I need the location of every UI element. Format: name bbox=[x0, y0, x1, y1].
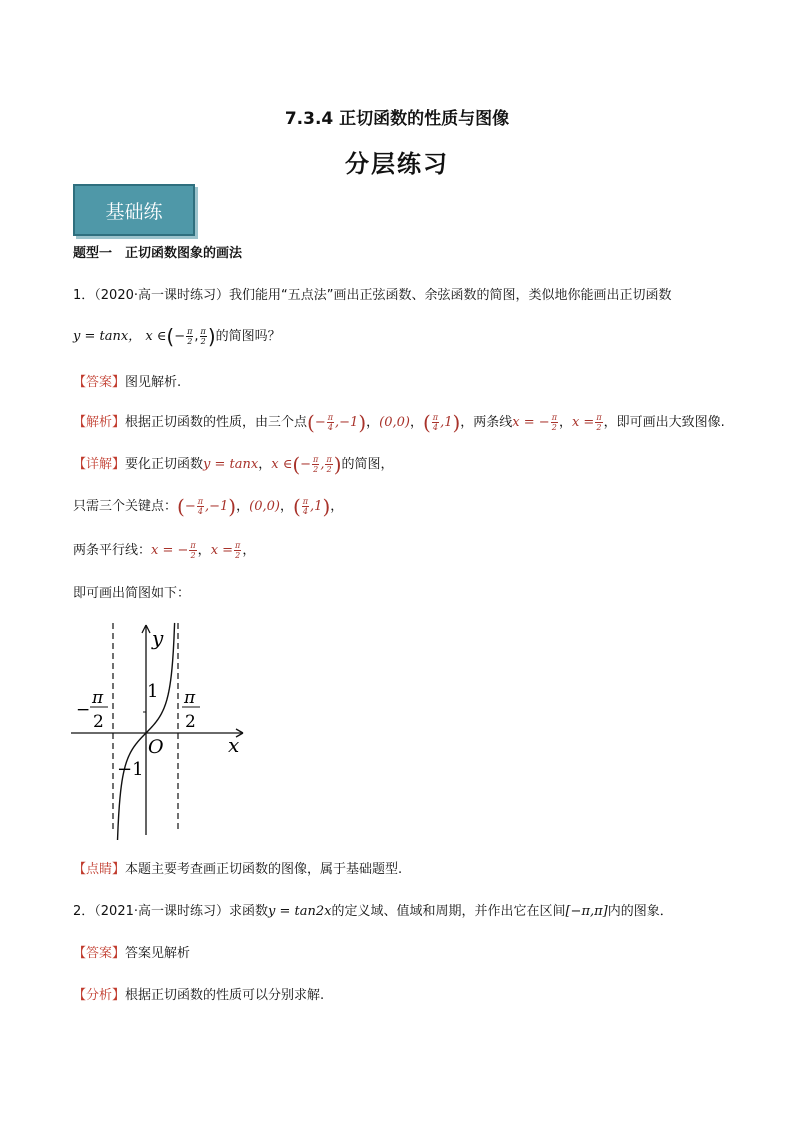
x-label: x bbox=[228, 733, 240, 757]
question-tail: 的简图吗？ bbox=[215, 329, 281, 344]
question-2-line: 2．（2021·高一课时练习）求函数y = tan2x的定义域、值域和周期，并作出它在区间[−π,π]内的图象． bbox=[73, 904, 673, 919]
section-badge: 基础练 bbox=[73, 184, 195, 236]
question-1-line-2: y = tanx， x ∈(− $\frac{\pi}{2}$ , $\frac{\pi}{2}$ )的简图吗？ bbox=[73, 324, 281, 349]
page-title: 7.3.4 正切函数的性质与图像 bbox=[284, 109, 510, 129]
pi-label-left: π bbox=[92, 688, 104, 708]
q2-analysis-line: 【分析】根据正切函数的性质可以分别求解. bbox=[73, 988, 325, 1003]
two-label-right: 2 bbox=[185, 712, 196, 732]
fraction: $\frac{\pi}{2}$ bbox=[200, 327, 206, 346]
comment-tag: 【点睛】 bbox=[73, 862, 126, 877]
tick-label-one: 1 bbox=[147, 681, 159, 702]
detail-tag: 【详解】 bbox=[73, 457, 126, 472]
answer-tag: 【答案】 bbox=[73, 375, 126, 390]
question-source: （2020·高一课时练习） bbox=[94, 288, 229, 303]
tan-graph bbox=[68, 615, 258, 840]
analysis-tag: 【解析】 bbox=[73, 415, 126, 430]
parallel-lines-line: 两条平行线：x = − $\frac{\pi}{2}$ ，x = $\frac{\pi}{2}$ ， bbox=[73, 541, 256, 560]
draw-label: 即可画出简图如下： bbox=[73, 586, 191, 601]
neg-sign-label: − bbox=[76, 700, 91, 720]
answer-text: 图见解析. bbox=[125, 375, 182, 390]
formula-function: y = tanx， bbox=[73, 329, 142, 344]
page-subtitle: 分层练习 bbox=[345, 149, 449, 178]
fraction: $\frac{\pi}{2}$ bbox=[187, 327, 193, 346]
two-label-left: 2 bbox=[93, 712, 104, 732]
q2-interval: [−π,π] bbox=[565, 904, 608, 919]
q2-function: y = tan2x bbox=[268, 904, 332, 919]
origin-point: (0,0) bbox=[379, 415, 410, 430]
answer-line bbox=[73, 374, 181, 392]
comment-line: 【点睛】本题主要考查画正切函数的图像，属于基础题型. bbox=[73, 862, 403, 877]
pi-label-right: π bbox=[184, 688, 196, 708]
section-heading: 题型一 正切函数图象的画法 bbox=[73, 246, 243, 261]
detail-line: 【详解】要化正切函数y = tanx，x ∈(− $\frac{\pi}{2}$ , $\frac{\pi}{2}$ )的简图， bbox=[73, 452, 394, 477]
tick-label-neg-one: −1 bbox=[117, 759, 144, 780]
y-label: y bbox=[152, 626, 164, 650]
question-number: 1． bbox=[73, 288, 95, 303]
analysis-line: 【解析】根据正切函数的性质，由三个点(− $\frac{\pi}{4}$ ,−1)，(0,0)，( $\frac{\pi}{4}$ ,1)，两条线x = − $\frac{\pi}{2}$ ，x = $\frac{\pi}{2}$ ，即可画出大致图像. bbox=[73, 410, 725, 435]
formula-in: x ∈ bbox=[145, 329, 167, 344]
question-1-line-1 bbox=[73, 287, 671, 305]
question-text: 我们能用“五点法”画出正弦函数、余弦函数的简图，类似地你能画出正切函数 bbox=[229, 288, 672, 303]
q2-answer-line: 【答案】答案见解析 bbox=[73, 946, 191, 961]
origin-label: O bbox=[148, 736, 164, 758]
key-points-line: 只需三个关键点：(− $\frac{\pi}{4}$ ,−1)，(0,0)，( $\frac{\pi}{4}$ ,1)， bbox=[73, 494, 344, 519]
